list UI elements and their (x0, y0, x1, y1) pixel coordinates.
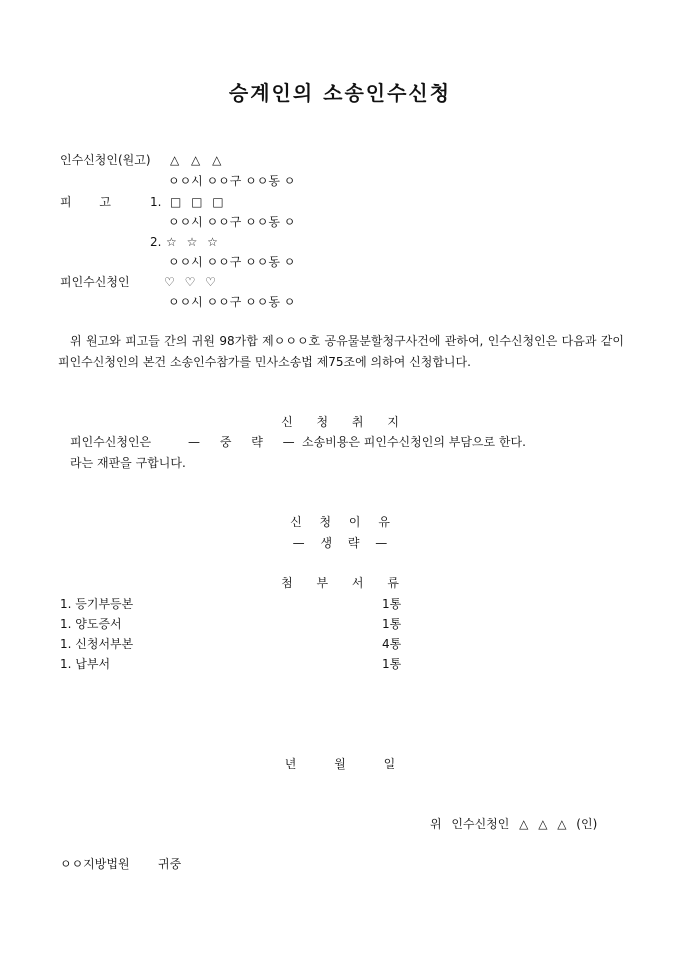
document-title: 승계인의 소송인수신청 (228, 81, 452, 105)
attachments-heading: 첨 부 서 류 (281, 576, 399, 590)
defendant-1-number: 1. (150, 195, 162, 209)
attachment-name: 1. 양도증서 (60, 617, 122, 631)
addressee-honorific: 귀중 (158, 857, 182, 871)
reason-heading: 신 청 이 유 (290, 515, 390, 529)
date-line: 년 월 일 (284, 757, 396, 771)
defendant-1-name: □ □ □ (170, 195, 224, 209)
purpose-omitted: — 중 략 — (188, 435, 295, 449)
respondent-address: ㅇㅇ시 ㅇㅇ구 ㅇㅇ동 ㅇ (168, 295, 296, 309)
signature-line: 위 인수신청인 △ △ △ (인) (430, 817, 598, 831)
applicant-label: 인수신청인(원고) (60, 153, 151, 167)
attachment-name: 1. 등기부등본 (60, 597, 134, 611)
attachment-name: 1. 신청서부본 (60, 637, 134, 651)
applicant-address: ㅇㅇ시 ㅇㅇ구 ㅇㅇ동 ㅇ (168, 174, 296, 188)
attachment-count: 1통 (382, 597, 402, 611)
purpose-closing: 라는 재판을 구합니다. (70, 456, 186, 470)
defendant-2-name: ☆ ☆ ☆ (166, 235, 218, 249)
defendant-label: 피 고 (60, 195, 111, 209)
defendant-1-address: ㅇㅇ시 ㅇㅇ구 ㅇㅇ동 ㅇ (168, 215, 296, 229)
court-name: ㅇㅇ지방법원 (60, 857, 130, 871)
attachment-count: 1통 (382, 657, 402, 671)
respondent-label: 피인수신청인 (60, 275, 130, 289)
body-paragraph: 위 원고와 피고들 간의 귀원 98가합 제ㅇㅇㅇ호 공유물분할청구사건에 관하여, 인수신청인은 다음과 같이 피인수신청인의 본건 소송인수참가를 민사소송법 제75조에 의하여 신청합니다. (58, 334, 624, 369)
purpose-heading: 신 청 취 지 (281, 415, 399, 429)
defendant-2-number: 2. (150, 235, 162, 249)
attachment-count: 4통 (382, 637, 402, 651)
respondent-name: ♡ ♡ ♡ (164, 275, 216, 289)
defendant-2-address: ㅇㅇ시 ㅇㅇ구 ㅇㅇ동 ㅇ (168, 255, 296, 269)
reason-omitted: — 생 략 — (292, 536, 388, 550)
purpose-costs: 소송비용은 피인수신청인의 부담으로 한다. (302, 435, 526, 449)
applicant-name: △ △ △ (170, 153, 222, 167)
purpose-subject: 피인수신청인은 (70, 435, 152, 449)
attachment-count: 1통 (382, 617, 402, 631)
attachment-name: 1. 납부서 (60, 657, 111, 671)
